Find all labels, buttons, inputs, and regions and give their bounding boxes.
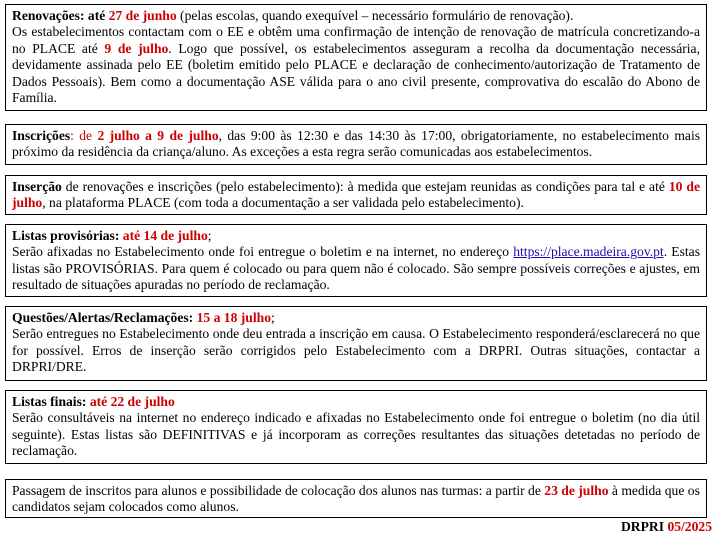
questoes-box: Questões/Alertas/Reclamações: 15 a 18 julho; Serão entregues no Estabelecimento onde deu entrada a inscrição em causa. O Estabelecimento responderá/esclarecerá no que for possível. Erros de inserção serão corrigidos pelo Estabelecimento com a DRPRI. Outras situações, contactar a DRPRI/DRE. xyxy=(5,306,707,381)
insercao-box: Inserção de renovações e inscrições (pelo estabelecimento): à medida que estejam reunidas as condições para tal e até 10 de julho, na plataforma PLACE (com toda a documentação a ser validada pelo estabelecimento). xyxy=(5,175,707,215)
renovacoes-line1: Renovações: até 27 de junho (pelas escolas, quando exequível – necessário formulário de renovação). xyxy=(12,8,574,23)
questoes-title: Questões/Alertas/Reclamações: xyxy=(12,310,197,325)
inscricoes-title: Inscrições xyxy=(12,128,71,143)
listas-provisorias-title: Listas provisórias: xyxy=(12,228,123,243)
listas-provisorias-box: Listas provisórias: até 14 de julho; Serão afixadas no Estabelecimento onde foi entregue o boletim e na internet, no endereço https://place.madeira.gov.pt. Estas listas são PROVISÓRIAS. Para quem é colocado ou para quem não é colocado. São sempre possíveis correções e ajustes, em resultado de situações apuradas no período de reclamação. xyxy=(5,224,707,297)
place-link[interactable]: https://place.madeira.gov.pt xyxy=(513,244,664,260)
passagem-date: 23 de julho xyxy=(544,483,609,498)
listas-provisorias-date: até 14 de julho xyxy=(122,228,208,243)
listas-finais-title: Listas finais: xyxy=(12,394,90,409)
renovacoes-date2: 9 de julho xyxy=(104,40,169,56)
insercao-title: Inserção xyxy=(12,179,62,194)
listas-finais-box: Listas finais: até 22 de julho Serão consultáveis na internet no endereço indicado e afixadas no Estabelecimento onde foi entregue o boletim (no dia útil seguinte). Estas listas são DEFINITIVAS e já incorporam as correções resultantes das situações detetadas no período de reclamação. xyxy=(5,390,707,464)
inscricoes-box: Inscrições: de 2 julho a 9 de julho, das 9:00 às 12:30 e das 14:30 às 17:00, obrigatoriamente, no estabelecimento mais próximo da residência da criança/aluno. As exceções a esta regra serão comunicadas aos estabelecimentos. xyxy=(5,124,707,165)
renovacoes-box xyxy=(5,4,707,111)
insercao-date: 10 de julho xyxy=(12,179,700,211)
renovacoes-body: Os estabelecimentos contactam com o EE e obtêm uma confirmação de intenção de renovação de matrícula concretizando-a no PLACE até 9 de julho. Logo que possível, os estabelecimentos asseguram a recolha da documentação necessária, devidamente assinada pelo EE (boletim emitido pelo PLACE e declaração de conhecimento/autorização de Tratamento de Dados Pessoais). Bem como a documentação ASE válida para o ano civil presente, comprovativa do escalão do Abono de Família. xyxy=(12,24,700,106)
document-code: DRPRI 05/2025 xyxy=(620,519,712,534)
listas-finais-date: até 22 de julho xyxy=(89,394,175,409)
passagem-box: Passagem de inscritos para alunos e possibilidade de colocação dos alunos nas turmas: a partir de 23 de julho à medida que os candidatos sejam colocados como alunos. xyxy=(5,479,707,518)
renovacoes-title: Renovações xyxy=(12,8,80,23)
questoes-date: 15 a 18 julho xyxy=(196,310,271,325)
renovacoes-date: 27 de junho xyxy=(108,8,177,23)
inscricoes-date: 2 julho a 9 de julho xyxy=(97,128,219,143)
